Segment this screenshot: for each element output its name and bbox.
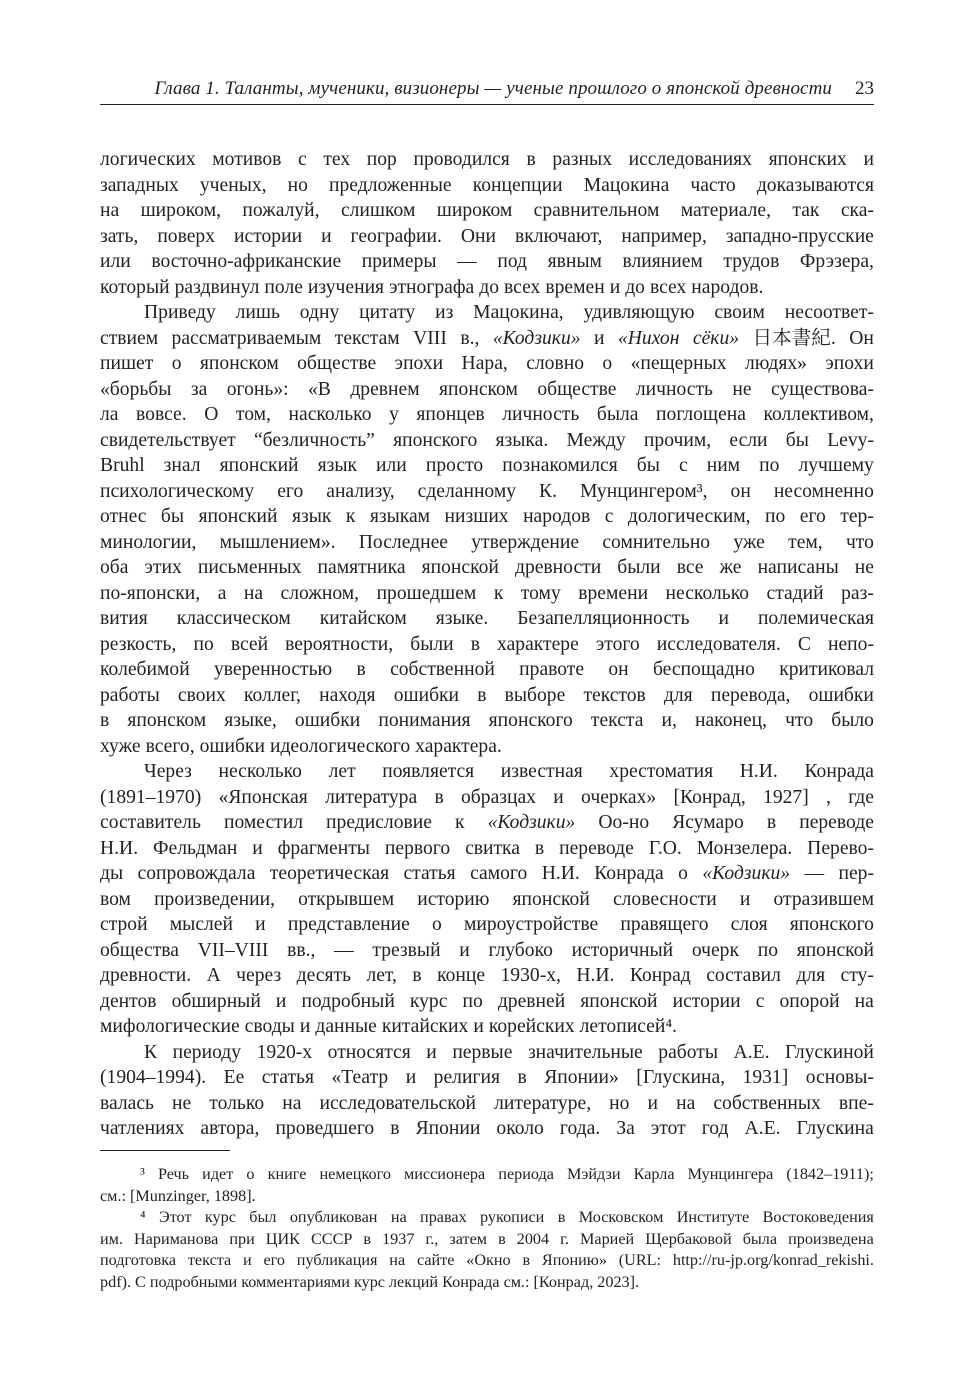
body-line: минологии, мышлением». Последнее утверждение сомнительно уже тем, что bbox=[100, 531, 874, 553]
body-line: Приведу лишь одну цитату из Мацокина, удивляющую своим несоответ- bbox=[144, 302, 874, 323]
footnotes bbox=[100, 1164, 874, 1293]
body-line: который раздвинул поле изучения этнографа до всех времен и до всех народов. bbox=[100, 276, 764, 298]
body-line: западных ученых, но предложенные концепции Мацокина часто доказываются bbox=[100, 174, 874, 196]
body-line: зать, поверх истории и географии. Они включают, например, западно-прусские bbox=[100, 225, 874, 247]
body-line: на широком, пожалуй, слишком широком сравнительном материале, так ска- bbox=[100, 200, 874, 221]
body-line: работы своих коллег, находя ошибки в выборе текстов для перевода, ошибки bbox=[100, 684, 874, 706]
body-line: составитель поместил предисловие к «Кодзики» Оо-но Ясумаро в переводе bbox=[100, 812, 874, 833]
body-line: общества VII–VIII вв., — трезвый и глубоко историчный очерк по японской bbox=[100, 939, 874, 961]
body-line: (1904–1994). Ее статья «Театр и религия в Японии» [Глускина, 1931] основы- bbox=[100, 1067, 874, 1088]
footnote-line: ³ Речь идет о книге немецкого миссионера периода Мэйдзи Карла Мунцингера (1842–1911); bbox=[140, 1165, 874, 1183]
body-line: древности. А через десять лет, в конце 1930-х, Н.И. Конрад составил для сту- bbox=[100, 965, 874, 986]
body-line: или восточно-африканские примеры — под явным влиянием трудов Фрэзера, bbox=[100, 251, 874, 272]
body-line: строй мыслей и представление о мироустройстве правящего слоя японского bbox=[100, 914, 874, 935]
body-line: К периоду 1920-х относятся и первые значительные работы А.Е. Глускиной bbox=[144, 1041, 874, 1063]
body-line: в японском языке, ошибки понимания японского текста и, наконец, что было bbox=[100, 710, 874, 731]
body-line: отнес бы японский язык к языкам низших народов с дологическим, по его тер- bbox=[100, 506, 874, 527]
footnote-line: ⁴ Этот курс был опубликован на правах рукописи в Московском Институте Востоковедения bbox=[140, 1208, 874, 1226]
body-text bbox=[100, 147, 874, 1142]
body-line: чатлениях автора, проведшего в Японии около года. За этот год А.Е. Глускина bbox=[100, 1118, 874, 1139]
body-line: Н.И. Фельдман и фрагменты первого свитка в переводе Г.О. Монзелера. Перево- bbox=[100, 837, 874, 859]
body-line: оба этих письменных памятника японской древности были все же написаны не bbox=[100, 557, 874, 578]
body-line: (1891–1970) «Японская литература в образцах и очерках» [Конрад, 1927] , где bbox=[100, 786, 874, 808]
body-line: ды сопровождала теоретическая статья самого Н.И. Конрада о «Кодзики» — пер- bbox=[100, 863, 874, 884]
page-number: 23 bbox=[855, 78, 874, 99]
running-head-title: Глава 1. Таланты, мученики, визионеры — ученые прошлого о японской древности bbox=[154, 78, 832, 99]
body-line: «борьбы за огонь»: «В древнем японском обществе личность не существова- bbox=[100, 378, 874, 400]
running-head bbox=[100, 78, 874, 105]
body-line: пишет о японском обществе эпохи Нара, словно о «пещерных людях» эпохи bbox=[100, 353, 874, 374]
body-line: ствием рассматриваемым текстам VIII в., «Кодзики» и «Нихон сёки» 日本書紀. Он bbox=[100, 327, 874, 349]
body-line: логических мотивов с тех пор проводился в разных исследованиях японских и bbox=[100, 149, 874, 170]
body-line: мифологические своды и данные китайских и корейских летописей⁴. bbox=[100, 1016, 678, 1037]
body-line: валась не только на исследовательской литературе, но и на собственных впе- bbox=[100, 1092, 874, 1114]
body-line: Через несколько лет появляется известная хрестоматия Н.И. Конрада bbox=[144, 761, 874, 782]
body-line: по-японски, а на сложном, прошедшем к тому времени несколько стадий раз- bbox=[100, 582, 874, 604]
body-line: Bruhl знал японский язык или просто познакомился бы с ним по лучшему bbox=[100, 455, 874, 476]
footnote-line: см.: [Munzinger, 1898]. bbox=[100, 1186, 256, 1205]
body-line: свидетельствует “безличность” японского языка. Между прочим, если бы Levy- bbox=[100, 429, 874, 451]
footnote-line: им. Нариманова при ЦИК СССР в 1937 г., затем в 2004 г. Марией Щербаковой была произведена bbox=[100, 1229, 874, 1248]
footnote-line: pdf). С подробными комментариями курс лекций Конрада см.: [Конрад, 2023]. bbox=[100, 1272, 640, 1291]
body-line: ла вовсе. О том, насколько у японцев личность была поглощена коллективом, bbox=[100, 404, 874, 425]
body-line: колебимой уверенностью в собственной правоте он беспощадно критиковал bbox=[100, 659, 874, 680]
body-line: резкость, по всей вероятности, были в характере этого исследователя. С непо- bbox=[100, 633, 874, 655]
footnote-line: подготовка текста и его публикация на сайте «Окно в Японию» (URL: http://ru-jp.org/konrad_rekishi. bbox=[100, 1251, 874, 1269]
body-line: дентов обширный и подробный курс по древней японской истории с опорой на bbox=[100, 990, 874, 1012]
body-line: вития классическом китайском языке. Безапелляционность и полемическая bbox=[100, 608, 874, 629]
footnote-divider bbox=[100, 1150, 230, 1151]
body-line: вом произведении, открывшем историю японской словесности и отразившем bbox=[100, 888, 874, 910]
body-line: психологическому его анализу, сделанному К. Мунцингером³, он несомненно bbox=[100, 480, 874, 502]
body-line: хуже всего, ошибки идеологического характера. bbox=[100, 735, 502, 757]
